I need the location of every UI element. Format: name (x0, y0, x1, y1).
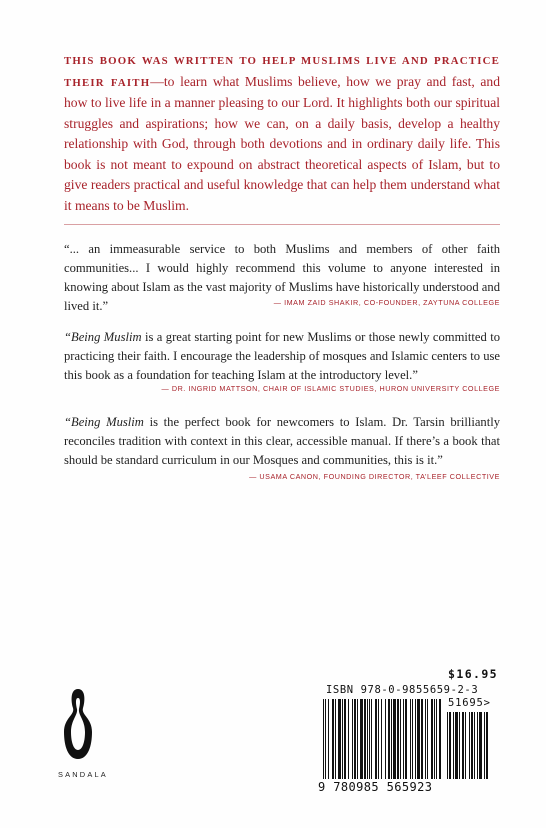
quote-text: is a great starting point for new Muslims or those newly committed to practicing their faith. I encourage the leadership of mosques and Islamic centers to use this book as a foundation for teaching Islam at the introductory level.” (64, 330, 500, 382)
isbn-label: ISBN 978-0-9855659-2-3 (326, 684, 479, 696)
barcode-addon (447, 712, 496, 779)
barcode-digits: 9 780985 565923 (318, 780, 433, 794)
endorsement-quote-2 (64, 328, 500, 385)
sandala-logo-icon (62, 688, 94, 760)
endorsement-attribution-3: — USAMA CANON, FOUNDING DIRECTOR, TA’LEEF COLLECTIVE (249, 472, 500, 481)
description-blurb (64, 50, 500, 216)
barcode-addon-digits: 51695> (448, 697, 491, 709)
price-label: $16.95 (448, 667, 498, 681)
quote-text: “... an immeasurable service to both Muslims and members of other faith communities... I would highly recommend this volume to anyone interested in knowing about Islam as the vast majority of Muslims have historically understood and lived it.” (64, 242, 500, 313)
quote-title-italic: “Being Muslim (64, 415, 144, 429)
publisher-name: SANDALA (58, 770, 108, 779)
endorsement-attribution-2: — DR. INGRID MATTSON, CHAIR OF ISLAMIC STUDIES, HURON UNIVERSITY COLLEGE (161, 384, 500, 393)
endorsement-attribution-1: — IMAM ZAID SHAKIR, CO-FOUNDER, ZAYTUNA COLLEGE (273, 298, 500, 307)
divider-rule (64, 224, 500, 225)
blurb-lead: THIS BOOK WAS WRITTEN TO HELP MUSLIMS LIVE AND PRACTICE THEIR FAITH (64, 55, 500, 89)
quote-text: is the perfect book for newcomers to Islam. Dr. Tarsin brilliantly reconciles tradition with context in this clear, accessible manual. If there’s a book that should be standard curriculum in our Mosques and communities, this is it.” (64, 415, 500, 467)
blurb-body: —to learn what Muslims believe, how we pray and fast, and how to live life in a manner pleasing to our Lord. It highlights both our spiritual struggles and aspirations; how we can, on a daily basis, develop a healthy relationship with God, through both devotions and in ordinary daily life. This book is not meant to expound on abstract theoretical aspects of Islam, but to give readers practical and useful knowledge that can help them understand what it means to be Muslim. (64, 73, 500, 213)
endorsement-quote-3 (64, 413, 500, 470)
barcode-main (323, 699, 441, 779)
quote-title-italic: “Being Muslim (64, 330, 142, 344)
